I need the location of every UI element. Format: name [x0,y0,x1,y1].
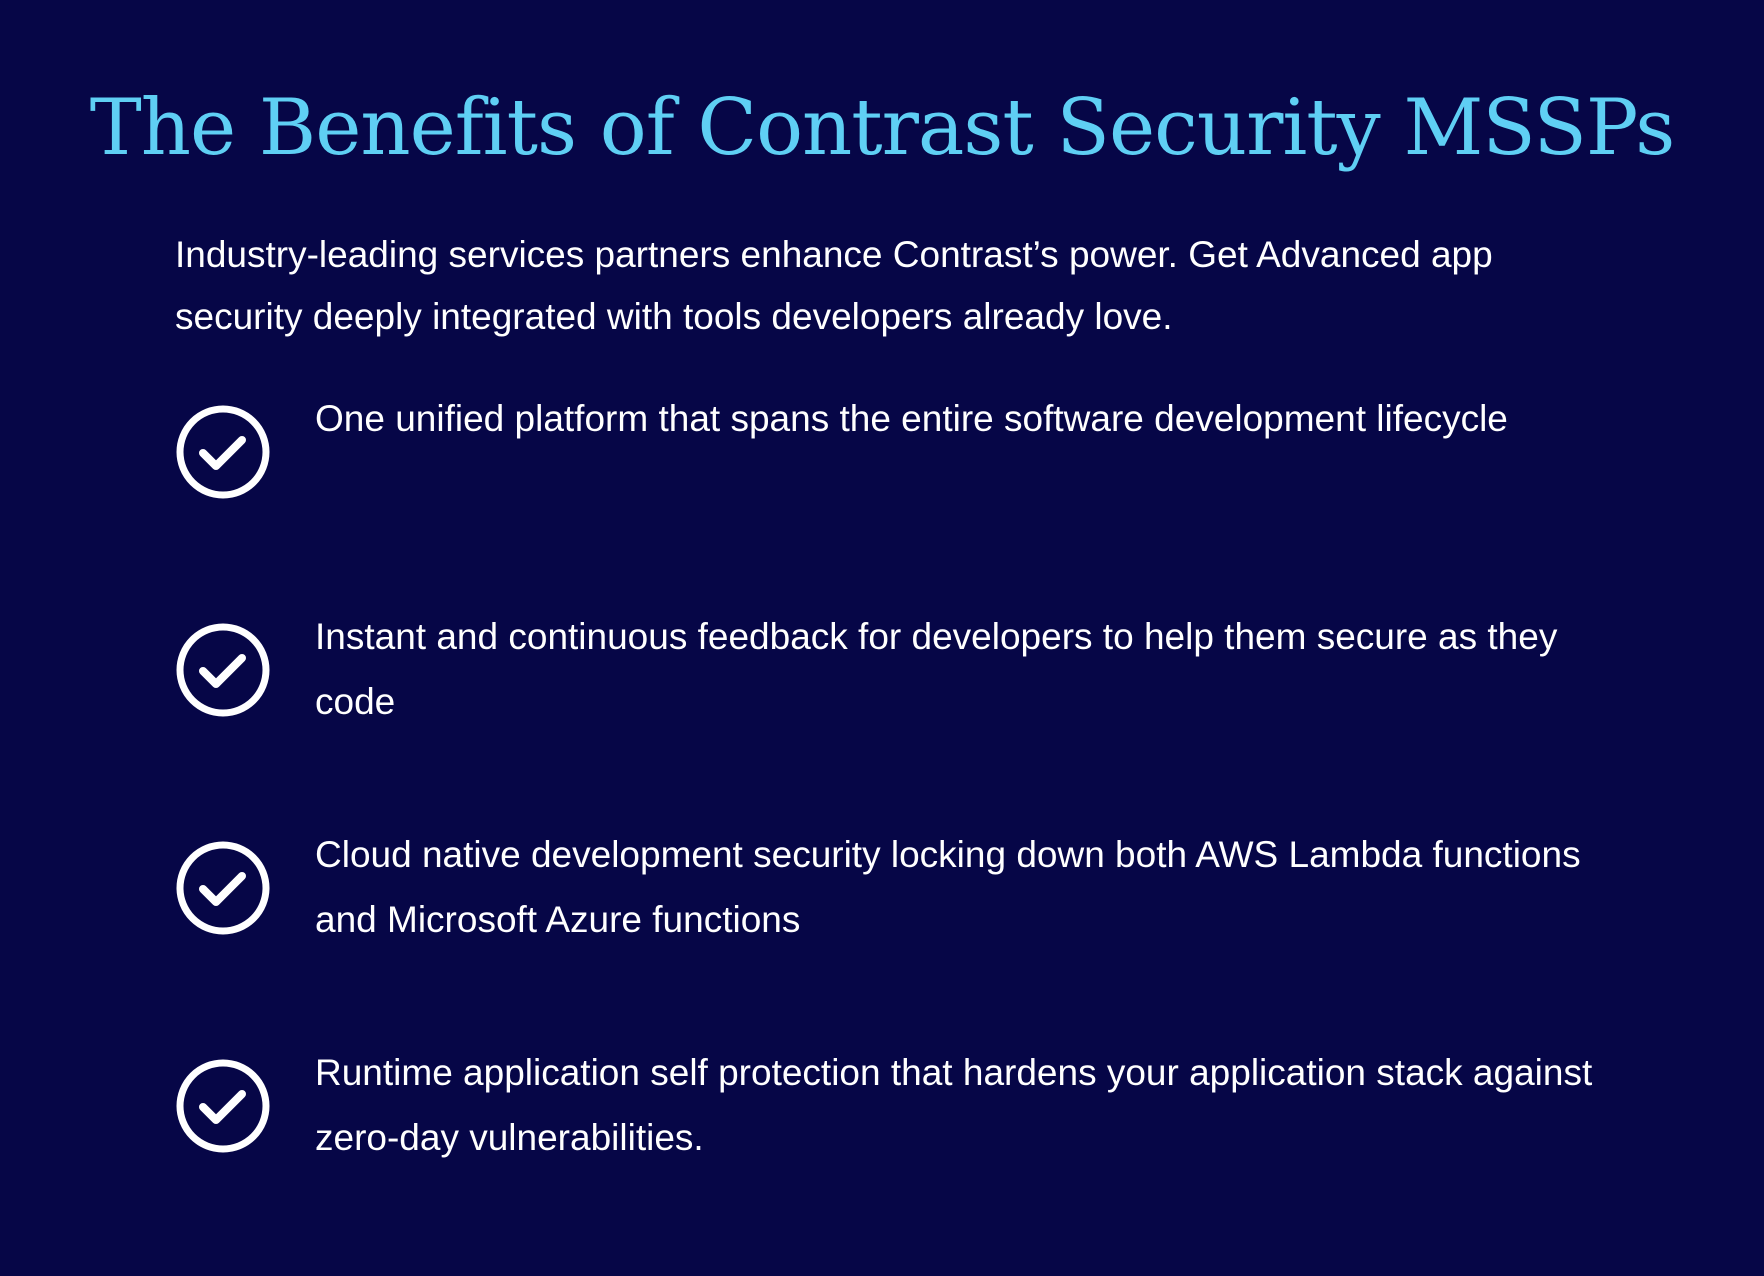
benefit-text: Runtime application self protection that hardens your application stack against zero-day vulnerabilities. [315,1052,1593,1158]
benefit-text: Cloud native development security locking down both AWS Lambda functions and Microsoft Azure functions [315,834,1581,940]
benefit-text: Instant and continuous feedback for developers to help them secure as they code [315,616,1558,722]
check-circle-icon [175,404,271,500]
benefits-list [175,398,1615,1276]
benefit-item-unified-platform [175,398,1615,622]
check-circle-icon [175,622,271,718]
benefit-item-continuous-feedback [175,616,1615,840]
intro-paragraph: Industry-leading services partners enhance Contrast’s power. Get Advanced app security deeply integrated with tools developers already love. [175,234,1493,337]
check-circle-icon [175,1058,271,1154]
section-heading: The Benefits of Contrast Security MSSPs [89,83,1675,173]
benefit-text: One unified platform that spans the entire software development lifecycle [315,398,1508,439]
benefit-item-runtime-protection [175,1052,1615,1276]
benefit-item-cloud-native [175,834,1615,1058]
check-circle-icon [175,840,271,936]
